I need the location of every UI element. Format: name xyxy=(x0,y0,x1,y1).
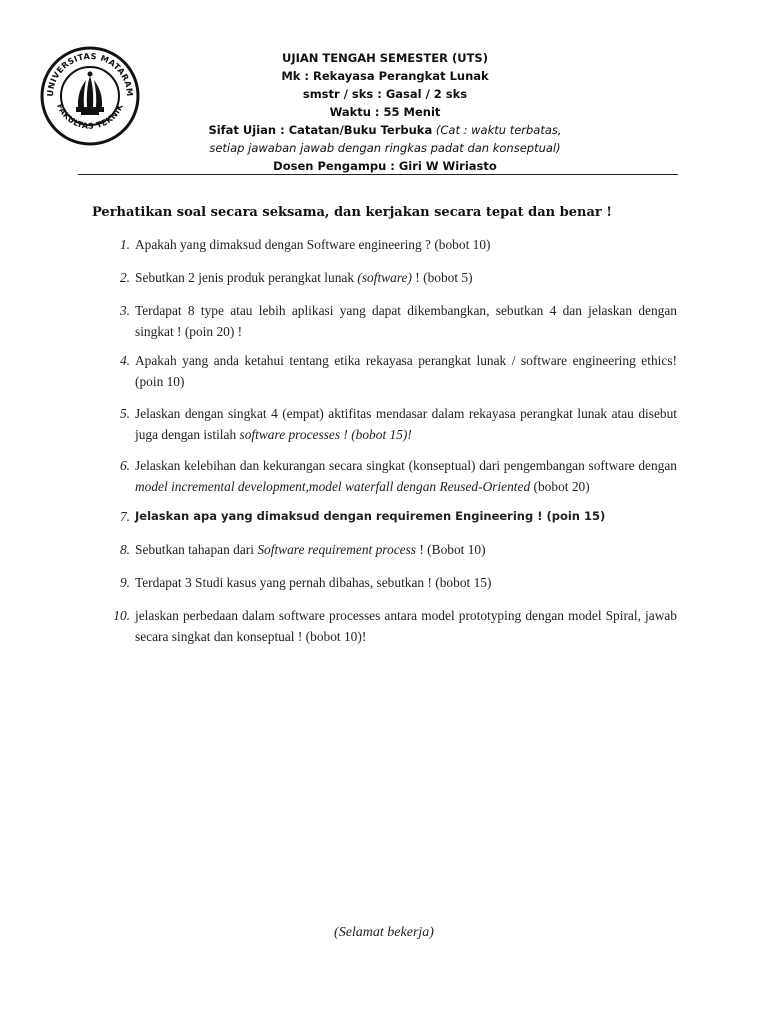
question-text-segment: Sebutkan tahapan dari xyxy=(135,542,258,557)
question-text xyxy=(135,572,677,593)
question-number: 9. xyxy=(119,575,130,590)
question-number: 6. xyxy=(119,458,130,473)
question-text xyxy=(135,403,677,445)
question-text-segment: Jelaskan kelebihan dan kekurangan secara singkat (konseptual) dari pengembangan software dengan xyxy=(135,458,677,473)
question-number: 4. xyxy=(119,353,130,368)
question-text xyxy=(135,539,677,560)
semester-credits: smstr / sks : Gasal / 2 sks xyxy=(302,87,468,101)
question-item xyxy=(108,267,677,288)
seal-bottom-text: FAKULTAS TEKNIK xyxy=(55,102,125,131)
question-number: 2. xyxy=(119,270,130,285)
question-text-segment: (software) xyxy=(357,270,412,285)
question-text-segment: Terdapat 3 Studi kasus yang pernah dibahas, sebutkan ! (bobot 15) xyxy=(135,575,492,590)
closing-note: (Selamat bekerja) xyxy=(334,925,434,940)
question-text-segment: jelaskan perbedaan dalam software processes antara model prototyping dengan model Spiral, jawab secara singkat dan konseptual ! (bobot 10)! xyxy=(135,608,677,644)
question-number: 8. xyxy=(119,542,130,557)
university-seal-icon xyxy=(40,46,140,146)
question-text-segment: Jelaskan dengan singkat 4 (empat) aktifitas mendasar dalam rekayasa perangkat lunak atau disebut juga dengan istilah xyxy=(135,406,677,442)
question-item xyxy=(108,300,677,342)
lecturer-name: Dosen Pengampu : Giri W Wiriasto xyxy=(273,159,497,173)
question-text xyxy=(135,350,677,392)
question-text-segment: Terdapat 8 type atau lebih aplikasi yang dapat dikembangkan, sebutkan 4 dan jelaskan dengan singkat ! (poin 20) ! xyxy=(135,303,677,339)
question-text-segment: Software requirement process xyxy=(257,542,417,557)
question-item xyxy=(108,605,677,647)
question-text-segment: ! (bobot 5) xyxy=(411,270,473,285)
question-number: 5. xyxy=(119,406,130,421)
question-text xyxy=(135,455,677,497)
exam-title: UJIAN TENGAH SEMESTER (UTS) xyxy=(282,51,488,65)
question-text-segment: software processes ! (bobot 15)! xyxy=(239,427,412,442)
question-item xyxy=(108,506,677,527)
exam-type-note: (Cat : waktu terbatas, xyxy=(435,123,562,137)
question-item xyxy=(108,539,677,560)
answer-note: setiap jawaban jawab dengan ringkas padat dan konseptual) xyxy=(209,141,561,155)
question-item xyxy=(108,403,677,445)
header-divider xyxy=(78,174,678,175)
question-number: 1. xyxy=(119,237,130,252)
question-text xyxy=(135,605,677,647)
question-text-segment: Sebutkan 2 jenis produk perangkat lunak xyxy=(135,270,358,285)
course-name: Mk : Rekayasa Perangkat Lunak xyxy=(281,69,489,83)
exam-duration: Waktu : 55 Menit xyxy=(329,105,441,119)
question-text-segment: Apakah yang dimaksud dengan Software engineering ? (bobot 10) xyxy=(135,237,491,252)
exam-type-label: Sifat Ujian : Catatan/Buku Terbuka xyxy=(208,123,433,137)
exam-instructions: Perhatikan soal secara seksama, dan kerjakan secara tepat dan benar ! xyxy=(92,205,612,220)
question-item xyxy=(108,350,677,392)
question-text xyxy=(135,267,677,288)
question-text-segment: Apakah yang anda ketahui tentang etika rekayasa perangkat lunak / software engineering ethics! (poin 10) xyxy=(135,353,677,389)
question-item xyxy=(108,572,677,593)
seal-top-text: UNIVERSITAS MATARAM xyxy=(44,50,136,97)
question-text xyxy=(135,234,677,255)
exam-type-line xyxy=(150,121,620,139)
question-text xyxy=(135,300,677,342)
question-item xyxy=(108,455,677,497)
question-item xyxy=(108,234,677,255)
question-number: 10. xyxy=(113,608,130,623)
question-text-segment: Jelaskan apa yang dimaksud dengan requiremen Engineering ! (poin 15) xyxy=(135,509,606,523)
exam-header xyxy=(150,49,620,175)
question-text-segment: model incremental development,model waterfall dengan Reused-Oriented xyxy=(135,479,531,494)
question-number: 3. xyxy=(119,303,130,318)
question-text-segment: ! (Bobot 10) xyxy=(416,542,486,557)
question-text xyxy=(135,506,677,527)
question-text-segment: (bobot 20) xyxy=(530,479,590,494)
question-number: 7. xyxy=(119,509,130,524)
